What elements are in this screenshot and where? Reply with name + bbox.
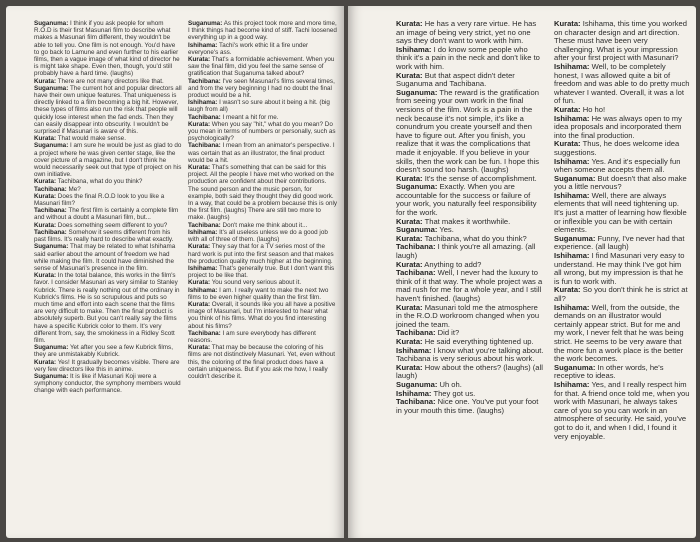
speaker-name: Ishihama: — [396, 345, 432, 355]
dialogue-paragraph — [396, 20, 544, 46]
dialogue-text: They got us. — [433, 388, 476, 398]
dialogue-paragraph — [188, 287, 338, 301]
dialogue-text: When you say "hit," what do you mean? Do you mean in terms of numbers or personally, such as psychologically? — [188, 120, 336, 143]
speaker-name: Ishihama: — [188, 228, 218, 236]
speaker-name: Kurata: — [34, 272, 57, 280]
dialogue-text: Well, from the outside, the demands on an illustrator would certainly appear strict. But for me and my work, I never felt that he was being strict. He seems to be very aware that the more fun a work place is the better the work becomes. — [554, 302, 684, 364]
dialogue-text: That's a formidable achievement. When you saw the final film, did you feel the same sense of gratification that Suganuma talked about? — [188, 56, 335, 78]
dialogue-text: Somehow it seems different from his past films. It's really hard to describe what exactly. — [34, 228, 174, 244]
dialogue-paragraph — [188, 265, 338, 279]
dialogue-text: That may be because the coloring of his films are not distinctively Masunari. Yet, even without this, the coloring of the final product does have a certain uniqueness. But if you ask me how, I really couldn't describe it. — [188, 344, 335, 380]
speaker-name: Kurata: — [34, 192, 57, 200]
dialogue-text: How about the others? (laughs) (all laugh) — [396, 362, 543, 381]
dialogue-paragraph — [34, 272, 182, 344]
dialogue-text: I am. I really want to make the next two films to be even higher quality than the first film. — [188, 286, 329, 301]
speaker-name: Tachibana: — [188, 142, 221, 150]
dialogue-text: Ho ho! — [582, 104, 606, 114]
dialogue-paragraph — [188, 243, 338, 265]
dialogue-text: The current hot and popular directors all have their own unique features. That uniqueness is directly linked to a film becoming a big hit. However, these types of films also run the risk that people will quickly lose interest when the fad ends. Then they can easily disappear into obscurity. I wouldn't be surprised if Masunari is aware of this. — [34, 84, 182, 136]
dialogue-paragraph — [396, 183, 544, 217]
dialogue-text: Overall, it sounds like you all have a positive image of Masunari, but I'm interested to hear what you think of his films. What do you find interesting about his films? — [188, 300, 336, 330]
dialogue-paragraph — [554, 252, 690, 286]
dialogue-paragraph — [396, 398, 544, 415]
dialogue-text: As this project took more and more time, I think things had become kind of stiff. Tachi loosened everything up in a good way. — [188, 20, 337, 42]
speaker-name: Ishihama: — [554, 113, 590, 123]
speaker-name: Kurata: — [188, 300, 211, 308]
speaker-name: Kurata: — [188, 120, 211, 128]
dialogue-paragraph — [34, 85, 182, 135]
dialogue-text: Tachibana, what do you think? — [424, 233, 527, 243]
dialogue-text: Does something seem different to you? — [57, 221, 168, 229]
dialogue-text: Funny, I've never had that experience. (all laugh) — [554, 233, 685, 252]
dialogue-paragraph — [188, 222, 338, 229]
speaker-name: Tachibana: — [34, 228, 67, 236]
dialogue-paragraph — [554, 20, 690, 63]
dialogue-text: In the total balance, this works in the film's favor. I consider Masunari as very similar to Stanley Kubrick. There is really nothing out of the ordinary in Kubrick's films. He is so scrupulous and puts so much time and effort into each scene that the films are very difficult to make. Then the final product is absolutely superb. But you can't really say the films have a specific Kubrick color to them. It's very different from, say, the smokiness in a Ridley Scott film. — [34, 272, 180, 344]
dialogue-text: He said everything tightened up. — [424, 336, 534, 346]
dialogue-text: Did it? — [437, 328, 460, 338]
dialogue-text: Well, I never had the luxury to think of it that way. The whole project was a mad rush for me for a whole year, and I still haven't finished. (laughs) — [396, 268, 543, 303]
dialogue-paragraph — [188, 78, 338, 100]
speaker-name: Ishihama: — [188, 41, 218, 49]
speaker-name: Kurata: — [554, 139, 581, 149]
speaker-name: Suganuma: — [188, 20, 223, 27]
dialogue-text: It's the sense of accomplishment. — [424, 173, 537, 183]
dialogue-paragraph — [554, 63, 690, 106]
dialogue-text: I've seen Masunari's films several times, and from the very beginning I had no doubt the final product would be a hit. — [188, 77, 335, 100]
speaker-name: Kurata: — [34, 221, 57, 229]
dialogue-paragraph — [396, 72, 544, 89]
speaker-name: Kurata: — [396, 19, 423, 28]
speaker-name: Ishihama: — [554, 302, 590, 312]
dialogue-text: I am sure he would be just as glad to do a project where he was given center stage, like the cover picture of a magazine, but I don't think he would necessarily seek out that type of project on his own initiative. — [34, 142, 182, 179]
dialogue-text: Tachibana, what do you think? — [57, 178, 143, 186]
dialogue-text: The reward is the gratification from seeing your own work in the final versions of the film. Work is a pain in the neck because it's not simple, it's like a conundrum you create yourself and then have to figure out. After you finish, you realize that it was the complications that made it enjoyable. If you believe in your skills, then the work can be fun. I hope this doesn't sound too harsh. (laughs) — [396, 87, 540, 175]
dialogue-paragraph — [188, 142, 338, 164]
dialogue-paragraph — [188, 344, 338, 380]
dialogue-paragraph — [34, 344, 182, 358]
dialogue-text: That may be related to what Ishihama said earlier about the amount of freedom we had while making the film. It could have diminished the sense of Masunari's presence in the film. — [34, 243, 176, 272]
dialogue-text: So you don't think he is strict at all? — [554, 285, 688, 303]
speaker-name: Tachibana: — [396, 397, 436, 407]
speaker-name: Suganuma: — [34, 243, 69, 251]
dialogue-paragraph — [188, 279, 338, 286]
speaker-name: Kurata: — [188, 279, 211, 287]
speaker-name: Ishihama: — [188, 99, 218, 107]
dialogue-text: Well, to be completely honest, I was allowed quite a bit of freedom and was able to do pretty much whatever I wanted. Overall, it was a lot of fun. — [554, 61, 690, 106]
speaker-name: Suganuma: — [554, 362, 596, 372]
dialogue-paragraph — [554, 364, 690, 381]
dialogue-paragraph — [34, 193, 182, 207]
dialogue-text: Yes. And it's especially fun when someone accepts them all. — [554, 156, 681, 175]
speaker-name: Suganuma: — [396, 379, 438, 389]
speaker-name: Kurata: — [34, 178, 57, 186]
speaker-name: Tachibana: — [188, 113, 221, 121]
dialogue-text: Yes! It gradually becomes visible. There are very few directors like this in anime. — [34, 358, 180, 373]
dialogue-text: Masunari told me the atmosphere in the R.O.D workroom changed when you joined the team. — [396, 302, 540, 329]
dialogue-paragraph — [396, 269, 544, 303]
dialogue-text: Uh oh. — [439, 379, 462, 389]
speaker-name: Ishihama: — [188, 286, 218, 294]
speaker-name: Kurata: — [554, 19, 581, 28]
speaker-name: Kurata: — [188, 344, 211, 352]
dialogue-paragraph — [554, 115, 690, 141]
speaker-name: Suganuma: — [396, 182, 438, 192]
dialogue-paragraph — [554, 304, 690, 364]
speaker-name: Ishihama: — [554, 379, 590, 389]
speaker-name: Tachibana: — [34, 185, 67, 193]
speaker-name: Suganuma: — [34, 344, 69, 352]
speaker-name: Kurata: — [188, 56, 211, 64]
dialogue-paragraph — [554, 381, 690, 441]
speaker-name: Suganuma: — [396, 225, 438, 235]
dialogue-text: Yes, and I really respect him for that. A friend once told me, when you work with Masunari, he always takes care of you so you can work in an atmosphere of security. He said, you've got to do it, and when I did, I found it very enjoyable. — [554, 379, 690, 441]
speaker-name: Kurata: — [396, 216, 423, 226]
speaker-name: Tachibana: — [188, 77, 221, 85]
dialogue-paragraph — [34, 207, 182, 221]
dialogue-text: Exactly. When you are accountable for the success or failure of your work, you naturally feel responsibility for the work. — [396, 182, 537, 218]
dialogue-text: Nice one. You've put your foot in your mouth this time. (laughs) — [396, 397, 539, 415]
dialogue-paragraph — [188, 164, 338, 222]
speaker-name: Tachibana: — [34, 207, 67, 215]
dialogue-paragraph — [396, 304, 544, 330]
dialogue-text: That's generally true. But I don't want this project to be like that. — [188, 264, 335, 280]
dialogue-paragraph — [188, 56, 338, 78]
dialogue-paragraph — [34, 135, 182, 142]
speaker-name: Suganuma: — [34, 142, 69, 150]
right-page-column-2 — [554, 20, 690, 441]
speaker-name: Kurata: — [34, 358, 57, 366]
dialogue-text: Me? — [68, 185, 81, 193]
dialogue-text: But doesn't that also make you a little nervous? — [554, 173, 687, 192]
dialogue-paragraph — [34, 20, 182, 78]
dialogue-text: In other words, he's receptive to ideas. — [554, 362, 664, 381]
dialogue-paragraph — [554, 286, 690, 303]
speaker-name: Ishihama: — [554, 190, 590, 200]
dialogue-paragraph — [188, 114, 338, 121]
dialogue-paragraph — [34, 78, 182, 85]
dialogue-paragraph — [34, 243, 182, 272]
dialogue-text: Yes. — [439, 225, 454, 235]
dialogue-text: Don't make me think about it... — [222, 221, 308, 229]
dialogue-text: I meant a hit for me. — [222, 113, 279, 121]
speaker-name: Kurata: — [554, 285, 581, 295]
dialogue-text: They say that for a TV series most of the hard work is put into the first season and that makes the production quality much higher at the beginning. — [188, 243, 334, 265]
dialogue-text: You sound very serious about it. — [211, 279, 302, 287]
speaker-name: Tachibana: — [396, 268, 436, 278]
dialogue-text: Thus, he does welcome idea suggestions. — [554, 139, 680, 157]
dialogue-paragraph — [34, 359, 182, 373]
dialogue-paragraph — [396, 46, 544, 72]
dialogue-paragraph — [396, 347, 544, 364]
dialogue-text: I mean from an animator's perspective. I was certain that as an illustrator, the final product would be a hit. — [188, 142, 335, 164]
speaker-name: Ishihama: — [554, 61, 590, 71]
dialogue-text: He has a very rare virtue. He has an image of being very strict, yet no one says they don't want to work with him. — [396, 19, 537, 46]
dialogue-text: I think if you ask people for whom R.O.D is their first Masunari film to describe what makes a Masunari film different, they wouldn't be able to tell you. One film is not enough. You'd have to go back to Lamune and even further to his earlier films, then a vague image of what kind of director he is might take shape. Even then, though, you'd still probably have a hard time. (laughs) — [34, 20, 180, 78]
left-page-column-1 — [34, 20, 182, 395]
speaker-name: Tachibana: — [396, 328, 436, 338]
dialogue-paragraph — [554, 235, 690, 252]
speaker-name: Suganuma: — [554, 173, 596, 183]
dialogue-paragraph — [34, 222, 182, 229]
dialogue-paragraph — [34, 186, 182, 193]
speaker-name: Tachibana: — [396, 242, 436, 252]
dialogue-paragraph — [188, 99, 338, 113]
dialogue-text: It's all useless unless we do a good job with all of three of them. (laughs) — [188, 228, 328, 244]
speaker-name: Ishihama: — [554, 251, 590, 261]
dialogue-text: But that aspect didn't deter Suganuma and Tachibana. — [396, 70, 515, 89]
speaker-name: Kurata: — [396, 336, 423, 346]
speaker-name: Ishihama: — [188, 264, 218, 272]
dialogue-paragraph — [554, 175, 690, 192]
dialogue-paragraph — [554, 158, 690, 175]
dialogue-text: There are not many directors like that. — [57, 77, 164, 85]
dialogue-text: I wasn't so sure about it being a hit. (big laugh from all) — [188, 99, 330, 114]
dialogue-text: I do know some people who think it's a pain in the neck and don't like to work with him. — [396, 44, 540, 71]
dialogue-text: Tachi's work ethic lit a fire under everyone's ass. — [188, 41, 309, 56]
dialogue-paragraph — [554, 192, 690, 235]
dialogue-text: Anything to add? — [424, 259, 482, 269]
dialogue-paragraph — [188, 121, 338, 143]
speaker-name: Tachibana: — [188, 329, 221, 337]
dialogue-paragraph — [34, 229, 182, 243]
right-page-column-1 — [396, 20, 544, 415]
dialogue-text: It is like if Masunari Koji were a symphony conductor, the symphony members would change with each performance. — [34, 372, 181, 395]
dialogue-paragraph — [396, 243, 544, 260]
speaker-name: Kurata: — [396, 302, 423, 312]
speaker-name: Kurata: — [34, 77, 57, 85]
dialogue-text: That's something that can be said for this project. All the people I have met who worked on the production are confident about their contributions. The sound person and the music person, for example, both said they thought they did good work. In a way, that could be a problem because this is only the first film. (laughs) There are still two more to make. (laughs) — [188, 164, 337, 222]
speaker-name: Tachibana: — [188, 221, 221, 229]
dialogue-text: I am sure everybody has different reasons. — [188, 329, 316, 344]
speaker-name: Kurata: — [396, 70, 423, 80]
right-page — [348, 6, 696, 538]
dialogue-paragraph — [188, 229, 338, 243]
speaker-name: Ishihama: — [554, 156, 590, 166]
dialogue-paragraph — [34, 142, 182, 178]
dialogue-paragraph — [188, 301, 338, 330]
dialogue-text: Does the final R.O.D look to you like a Masunari film? — [34, 192, 165, 208]
speaker-name: Suganuma: — [34, 84, 69, 92]
speaker-name: Ishihama: — [396, 388, 432, 398]
speaker-name: Ishihama: — [396, 44, 432, 54]
speaker-name: Suganuma: — [34, 372, 69, 380]
left-page-column-2 — [188, 20, 338, 380]
speaker-name: Suganuma: — [554, 233, 596, 243]
dialogue-paragraph — [34, 373, 182, 395]
speaker-name: Kurata: — [396, 362, 423, 372]
speaker-name: Kurata: — [554, 104, 581, 114]
speaker-name: Kurata: — [34, 135, 57, 143]
dialogue-text: That would make sense. — [57, 135, 126, 143]
dialogue-text: Well, there are always elements that will need tightening up. It's just a matter of learning how flexible or inflexible you can be with certain elements. — [554, 190, 687, 235]
dialogue-text: Ishihama, this time you worked on character design and art direction. These must have been very challenging. What is your impression after your first project with Masunari? — [554, 19, 687, 63]
speaker-name: Kurata: — [396, 259, 423, 269]
speaker-name: Kurata: — [396, 173, 423, 183]
dialogue-paragraph — [188, 330, 338, 344]
dialogue-text: That makes it worthwhile. — [424, 216, 511, 226]
dialogue-text: He was always open to my idea proposals and incorporated them into the final production. — [554, 113, 682, 140]
speaker-name: Suganuma: — [34, 20, 69, 27]
speaker-name: Kurata: — [396, 233, 423, 243]
dialogue-paragraph — [396, 89, 544, 175]
speaker-name: Kurata: — [188, 243, 211, 251]
dialogue-text: I know what you're talking about. Tachibana is very serious about his work. — [396, 345, 544, 364]
dialogue-paragraph — [188, 42, 338, 56]
dialogue-paragraph — [554, 140, 690, 157]
dialogue-text: Yet after you see a few Kubrick films, they are unmistakably Kubrick. — [34, 344, 173, 359]
dialogue-text: The first film is certainly a complete film and without a doubt a Masunari film, but... — [34, 207, 179, 222]
left-page — [6, 6, 344, 538]
speaker-name: Suganuma: — [396, 87, 438, 97]
dialogue-text: I think you're all amazing. (all laugh) — [396, 242, 536, 261]
dialogue-paragraph — [188, 20, 338, 42]
dialogue-text: I find Masunari very easy to understand. He may think I've got him all wrong, but my impression is that he is fun to work with. — [554, 251, 685, 286]
dialogue-paragraph — [396, 364, 544, 381]
dialogue-paragraph — [34, 178, 182, 185]
speaker-name: Kurata: — [188, 164, 211, 172]
